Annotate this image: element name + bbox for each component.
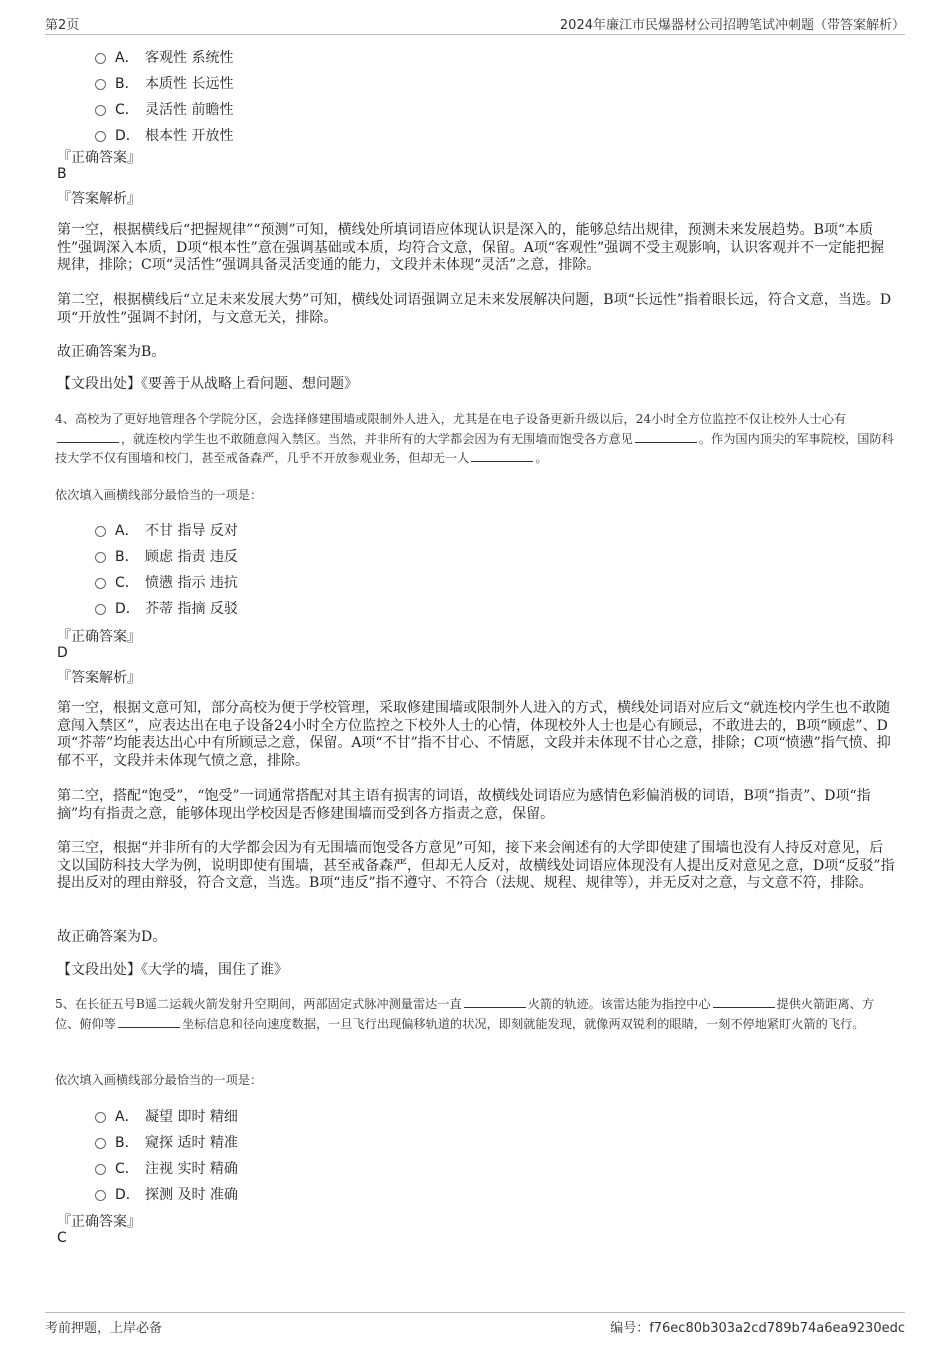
radio-icon[interactable] bbox=[95, 1164, 106, 1175]
q3-option-a[interactable]: A． 客观性 系统性 bbox=[95, 44, 233, 70]
source-citation: 【文段出处】《大学的墙，围住了谁》 bbox=[57, 962, 288, 978]
correct-answer-label: 『正确答案』 bbox=[57, 1214, 141, 1230]
question-stem: 4、高校为了更好地管理各个学院分区，会选择修建围墙或限制外人进入，尤其是在电子设备更新升级以后，24小时全方位监控不仅让校外人士心有，就连校内学生也不敢随意闯入禁区。当然，并非所有的大学都会因为有无围墙而饱受各方意见 。作为国内顶尖的军事院校，国防科技大学不仅有围墙和校门，甚至戒备森严，几乎不开放参观业务，但却无一人 。 bbox=[55, 412, 894, 465]
document-title: 2024年廉江市民爆器材公司招聘笔试冲刺题（带答案解析） bbox=[559, 18, 905, 33]
q5-option-a[interactable]: A． 凝望 即时 精细 bbox=[95, 1103, 238, 1129]
analysis-label: 『答案解析』 bbox=[57, 670, 141, 686]
radio-icon[interactable] bbox=[95, 131, 106, 142]
radio-icon[interactable] bbox=[95, 1138, 106, 1149]
radio-icon[interactable] bbox=[95, 79, 106, 90]
analysis-paragraph: 第一空，根据横线后“把握规律”“预测”可知，横线处所填词语应体现认识是深入的，能够总结出规律，预测未来发展趋势。B项“本质性”强调深入本质，D项“根本性”意在强调基础或本质，均符合文意，保留。A项“客观性”强调不受主观影响，认识客观并不一定能把握规律，排除；C项“灵活性”强调具备灵活变通的能力，文段并未体现“灵活”之意，排除。 bbox=[57, 222, 885, 273]
answer-blank bbox=[471, 449, 533, 462]
page-footer bbox=[45, 1312, 905, 1338]
analysis-label: 『答案解析』 bbox=[57, 191, 141, 207]
q4-option-d[interactable]: D． 芥蒂 指摘 反驳 bbox=[95, 595, 238, 621]
radio-icon[interactable] bbox=[95, 552, 106, 563]
question-stem: 5、在长征五号B遥二运载火箭发射升空期间，两部固定式脉冲测量雷达一直 火箭的轨迹。该雷达能为指控中心 提供火箭距离、方位、俯仰等 坐标信息和径向速度数据，一旦飞行出现偏移轨道的状况，即刻就能发现，就像两双锐利的眼睛，一刻不停地紧盯火箭的飞行。 bbox=[55, 997, 875, 1031]
q3-option-b[interactable]: B． 本质性 长远性 bbox=[95, 70, 233, 96]
answer-blank bbox=[464, 995, 526, 1008]
radio-icon[interactable] bbox=[95, 1190, 106, 1201]
answer-blank bbox=[57, 430, 119, 443]
page-number: 第2页 bbox=[45, 18, 80, 33]
analysis-paragraph: 第二空，搭配“饱受”，“饱受”一词通常搭配对其主语有损害的词语，故横线处词语应为感情色彩偏消极的词语，B项“指责”、D项“指摘”均有指责之意，能够体现出学校因是否修建围墙而受到各方指责之意，保留。 bbox=[57, 788, 871, 822]
q4-options bbox=[95, 517, 238, 621]
q5-option-b[interactable]: B． 窥探 适时 精准 bbox=[95, 1129, 238, 1155]
radio-icon[interactable] bbox=[95, 526, 106, 537]
radio-icon[interactable] bbox=[95, 578, 106, 589]
correct-answer-label: 『正确答案』 bbox=[57, 629, 141, 645]
radio-icon[interactable] bbox=[95, 604, 106, 615]
q5-option-d[interactable]: D． 探测 及时 准确 bbox=[95, 1181, 238, 1207]
analysis-paragraph: 第二空，根据横线后“立足未来发展大势”可知，横线处词语强调立足未来发展解决问题，B项“长远性”指着眼长远，符合文意，当选。D项“开放性”强调不封闭，与文意无关，排除。 bbox=[57, 292, 892, 326]
correct-answer: D bbox=[57, 645, 68, 661]
analysis-conclusion: 故正确答案为B。 bbox=[57, 344, 166, 360]
q5-options bbox=[95, 1103, 238, 1207]
radio-icon[interactable] bbox=[95, 53, 106, 64]
correct-answer: C bbox=[57, 1230, 67, 1246]
answer-blank bbox=[118, 1015, 180, 1028]
q4-option-a[interactable]: A． 不甘 指导 反对 bbox=[95, 517, 238, 543]
document-code: 编号：f76ec80b303a2cd789b74a6ea9230edc bbox=[610, 1321, 905, 1336]
q4-option-c[interactable]: C． 愤懑 指示 违抗 bbox=[95, 569, 238, 595]
radio-icon[interactable] bbox=[95, 1112, 106, 1123]
q3-option-c[interactable]: C． 灵活性 前瞻性 bbox=[95, 96, 233, 122]
q3-option-d[interactable]: D． 根本性 开放性 bbox=[95, 122, 233, 148]
page-header bbox=[45, 14, 905, 35]
q3-options bbox=[95, 44, 233, 148]
answer-blank bbox=[635, 430, 697, 443]
analysis-paragraph: 第三空，根据“并非所有的大学都会因为有无围墙而饱受各方意见”可知，接下来会阐述有的大学即使建了围墙也没有人持反对意见，后文以国防科技大学为例，说明即使有围墙，甚至戒备森严，但却无人反对，故横线处词语应体现没有人提出反对意见之意，D项“反驳”指提出反对的理由辩驳，符合文意，当选。B项“违反”指不遵守、不符合（法规、规程、规律等），并无反对之意，与文意不符，排除。 bbox=[57, 840, 895, 891]
question-instruction: 依次填入画横线部分最恰当的一项是： bbox=[55, 1073, 263, 1087]
footer-slogan: 考前押题，上岸必备 bbox=[45, 1321, 163, 1336]
source-citation: 【文段出处】《要善于从战略上看问题、想问题》 bbox=[57, 376, 358, 392]
analysis-conclusion: 故正确答案为D。 bbox=[57, 929, 167, 945]
analysis-paragraph: 第一空，根据文意可知，部分高校为便于学校管理，采取修建围墙或限制外人进入的方式，横线处词语对应后文“就连校内学生也不敢随意闯入禁区”，应表达出在电子设备24小时全方位监控之下校外人士的心情，体现校外人士也是心有顾忌，不敢进去的，B项“顾虑”、D项“芥蒂”均能表达出心中有所顾忌之意，保留。A项“不甘”指不甘心、不情愿，文段并未体现不甘心之意，排除；C项“愤懑”指气愤、抑郁不平，文段并未体现气愤之意，排除。 bbox=[57, 700, 891, 769]
q4-option-b[interactable]: B． 顾虑 指责 违反 bbox=[95, 543, 238, 569]
correct-answer-label: 『正确答案』 bbox=[57, 150, 141, 166]
answer-blank bbox=[713, 995, 775, 1008]
radio-icon[interactable] bbox=[95, 105, 106, 116]
correct-answer: B bbox=[57, 166, 67, 182]
question-instruction: 依次填入画横线部分最恰当的一项是： bbox=[55, 488, 263, 502]
q5-option-c[interactable]: C． 注视 实时 精确 bbox=[95, 1155, 238, 1181]
